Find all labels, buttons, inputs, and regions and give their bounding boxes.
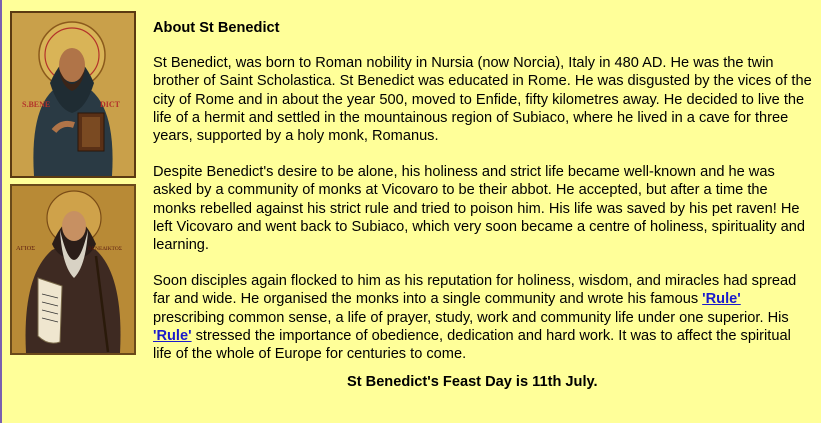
paragraph-rule-text-1: Soon disciples again flocked to him as his reputation for holiness, wisdom, and miracles had spread far and wide. He organised the monks into a single community and wrote his famous [153,273,797,308]
icon-column [10,11,137,355]
icon2-label-right: ΒΕΝΕΔΙΚΤΟΣ [88,246,122,252]
paragraph-vicovaro: Despite Benedict's desire to be alone, his holiness and strict life became well-known and he was asked by a community of monks at Vicovaro to be their abbot. He accepted, but after a time the monks rebelled against his strict rule and tried to poison him. His life was saved by his pet raven! He left Vicovaro and went back to Subiaco, which very soon became a centre of holiness, spirituality and learning. [153,164,805,254]
main-content [153,19,813,381]
feast-day-text: St Benedict's Feast Day is 11th July. [347,374,598,390]
icon2-label-left: ΑΓΙΟΣ [16,245,36,252]
left-border [0,0,2,423]
benedict-scroll-portrait-icon [12,186,134,353]
rule-link-2[interactable]: 'Rule' [153,327,192,344]
page-title: About St Benedict [153,20,280,36]
paragraph-rule-text-3: stressed the importance of obedience, dedication and hard work. It was to affect the spiritual life of the whole of Europe for centuries to come. [153,327,791,363]
paragraph-early-life: St Benedict, was born to Roman nobility in Nursia (now Norcia), Italy in 480 AD. He was the twin brother of Saint Scholastica. St Benedict was educated in Rome. He was disgusted by the vices of the city of Rome and in about the year 500, moved to Enfide, fifty kilometres away. He decided to live the life of a hermit and settled in the mountainous region of Subiaco, where he lived in a cave for three years, supported by a holy monk, Romanus. [153,55,812,145]
benedict-portrait-icon [12,13,134,176]
paragraph-rule-text-2: prescribing common sense, a life of prayer, study, work and community life under one superior. His [153,309,789,326]
st-benedict-scroll-icon-image [10,184,136,355]
icon1-label-left: S.BENE [22,100,51,109]
icon1-label-right: DICT [100,100,121,109]
paragraph-rule [153,272,813,363]
rule-link[interactable]: 'Rule' [702,291,741,308]
st-benedict-icon-image [10,11,136,178]
